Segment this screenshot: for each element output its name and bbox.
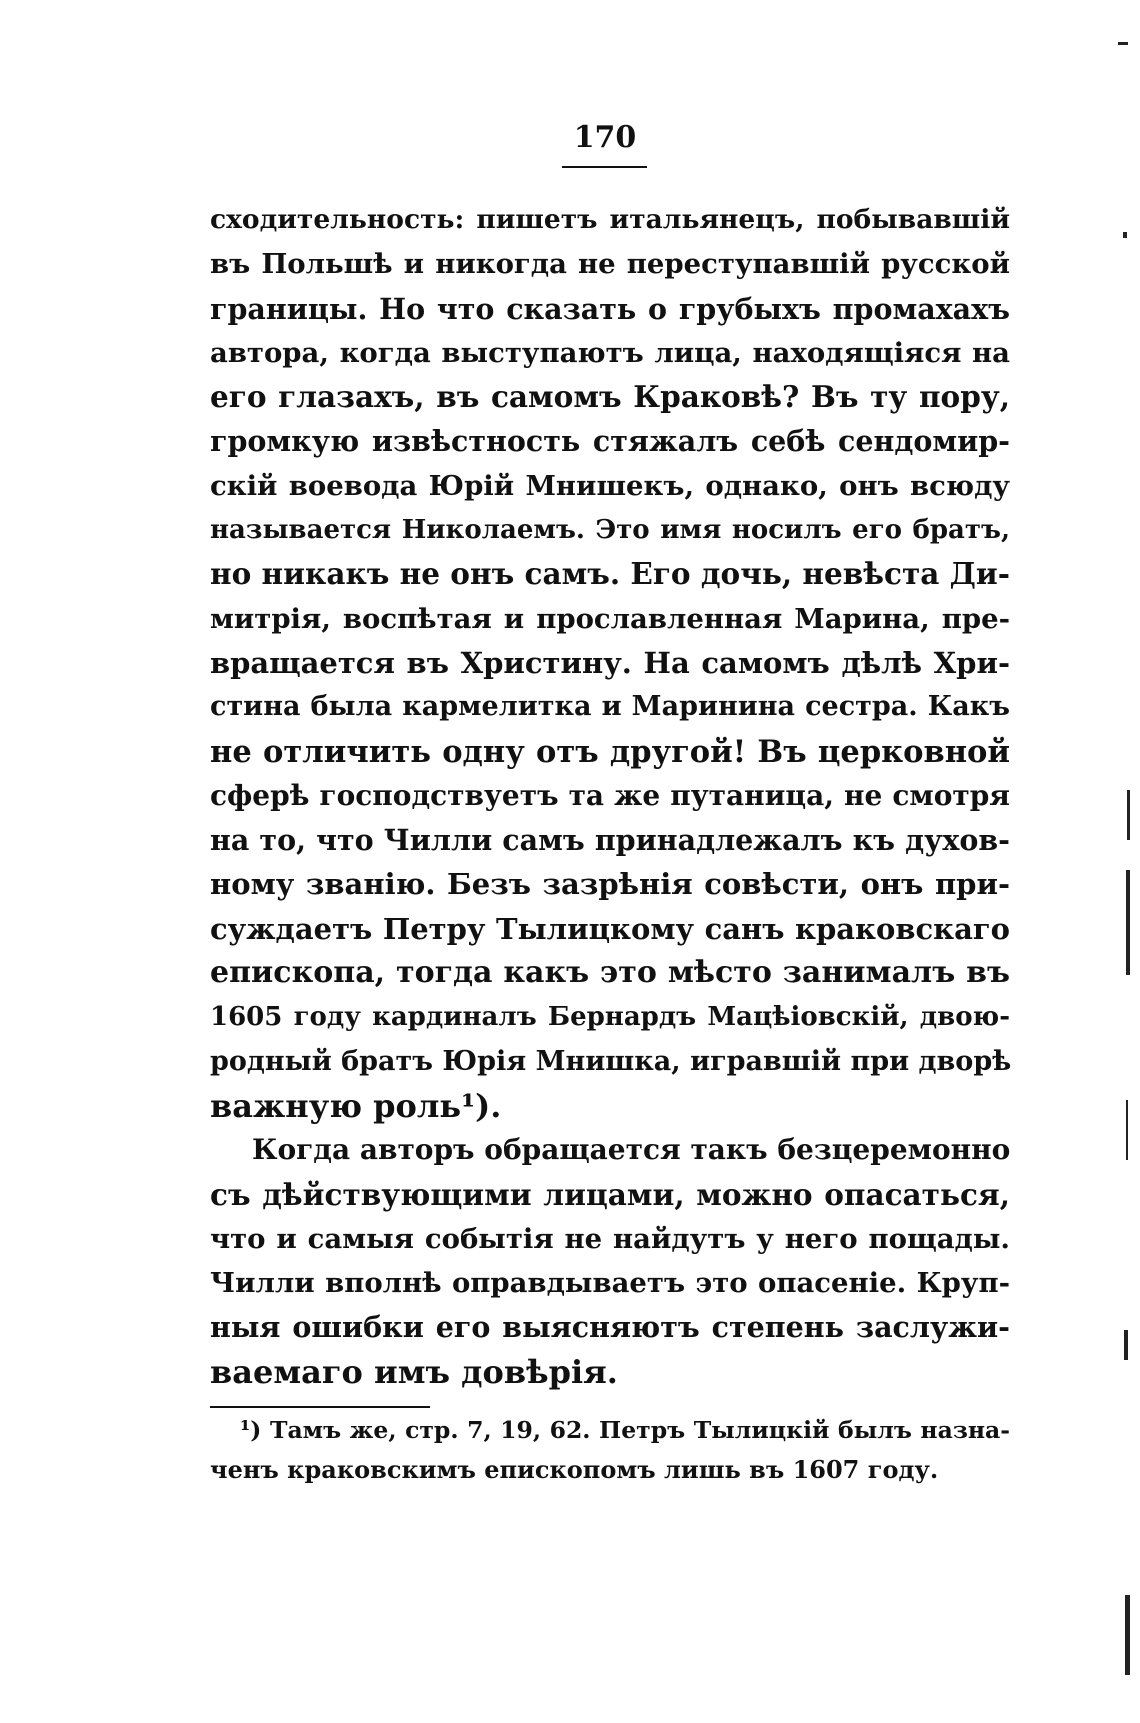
text-line: сферѣ господствуетъ та же путаница, не смотря (210, 778, 1010, 812)
text-line: ваемаго имъ довѣрія. (210, 1352, 618, 1391)
footnote-line: ченъ краковскимъ епископомъ лишь въ 1607 году. (210, 1455, 939, 1484)
text-line: не отличить одну отъ другой! Въ церковной (210, 733, 1010, 770)
text-line: важную роль¹). (210, 1086, 502, 1125)
text-line: на то, что Чилли самъ принадлежалъ къ духов- (210, 823, 1010, 858)
scan-mark (1123, 232, 1127, 238)
scan-mark (1127, 790, 1130, 840)
footnote (210, 1410, 1010, 1490)
body-text (210, 198, 1010, 1394)
text-line: что и самыя событія не найдутъ у него пощады. (210, 1222, 1010, 1255)
text-line: 1605 году кардиналъ Бернардъ Мацѣіовскій, двою- (210, 1002, 1010, 1033)
text-line: епископа, тогда какъ это мѣсто занималъ въ (210, 955, 1010, 991)
text-line: Когда авторъ обращается такъ безцеремонно (252, 1133, 1011, 1167)
page-number-rule (562, 166, 647, 168)
scan-mark (1126, 1100, 1128, 1160)
text-line: съ дѣйствующими лицами, можно опасаться, (210, 1176, 1010, 1212)
text-line: ныя ошибки его выясняютъ степень заслужи- (210, 1310, 1010, 1345)
text-line: суждаетъ Петру Тылицкому санъ краковскаго (210, 911, 1010, 946)
scan-mark (1124, 1330, 1128, 1360)
footnote-line: ¹) Тамъ же, стр. 7, 19, 62. Петръ Тылицкій былъ назна- (240, 1416, 1010, 1444)
text-line: скій воевода Юрій Мнишекъ, однако, онъ всюду (210, 469, 1010, 502)
text-line: называется Николаемъ. Это имя носилъ его братъ, (210, 515, 1010, 546)
text-line: но никакъ не онъ самъ. Его дочь, невѣста Ди- (210, 556, 1010, 592)
text-line: стина была кармелитка и Маринина сестра. Какъ (210, 691, 1010, 723)
page-number: 170 (573, 120, 637, 155)
text-line: сходительность: пишетъ итальянецъ, побывавшій (210, 204, 1010, 235)
scan-mark (1126, 870, 1130, 975)
text-line: его глазахъ, въ самомъ Краковѣ? Въ ту пору, (210, 379, 1010, 415)
text-line: Чилли вполнѣ оправдываетъ это опасеніе. Круп- (210, 1267, 1010, 1300)
text-line: громкую извѣстность стяжалъ себѣ сендомир- (210, 424, 1010, 459)
paragraph-1 (210, 198, 1010, 1128)
text-line: въ Польшѣ и никогда не переступавшій русской (210, 248, 1010, 281)
text-line: митрія, воспѣтая и прославленная Марина, пре- (210, 602, 1010, 635)
text-line: родный братъ Юрія Мнишка, игравшій при дворѣ (210, 1045, 1012, 1077)
footnote-rule (210, 1406, 430, 1408)
scan-mark (1125, 1595, 1130, 1675)
text-line: границы. Но что сказать о грубыхъ промахахъ (210, 291, 1010, 326)
text-line: автора, когда выступаютъ лица, находящіяся на (210, 336, 1010, 369)
text-line: вращается въ Христину. На самомъ дѣлѣ Хри- (210, 645, 1010, 680)
scan-mark (1118, 42, 1128, 45)
paragraph-2 (210, 1128, 1010, 1394)
text-line: ному званію. Безъ зазрѣнія совѣсти, онъ при- (210, 867, 1010, 902)
